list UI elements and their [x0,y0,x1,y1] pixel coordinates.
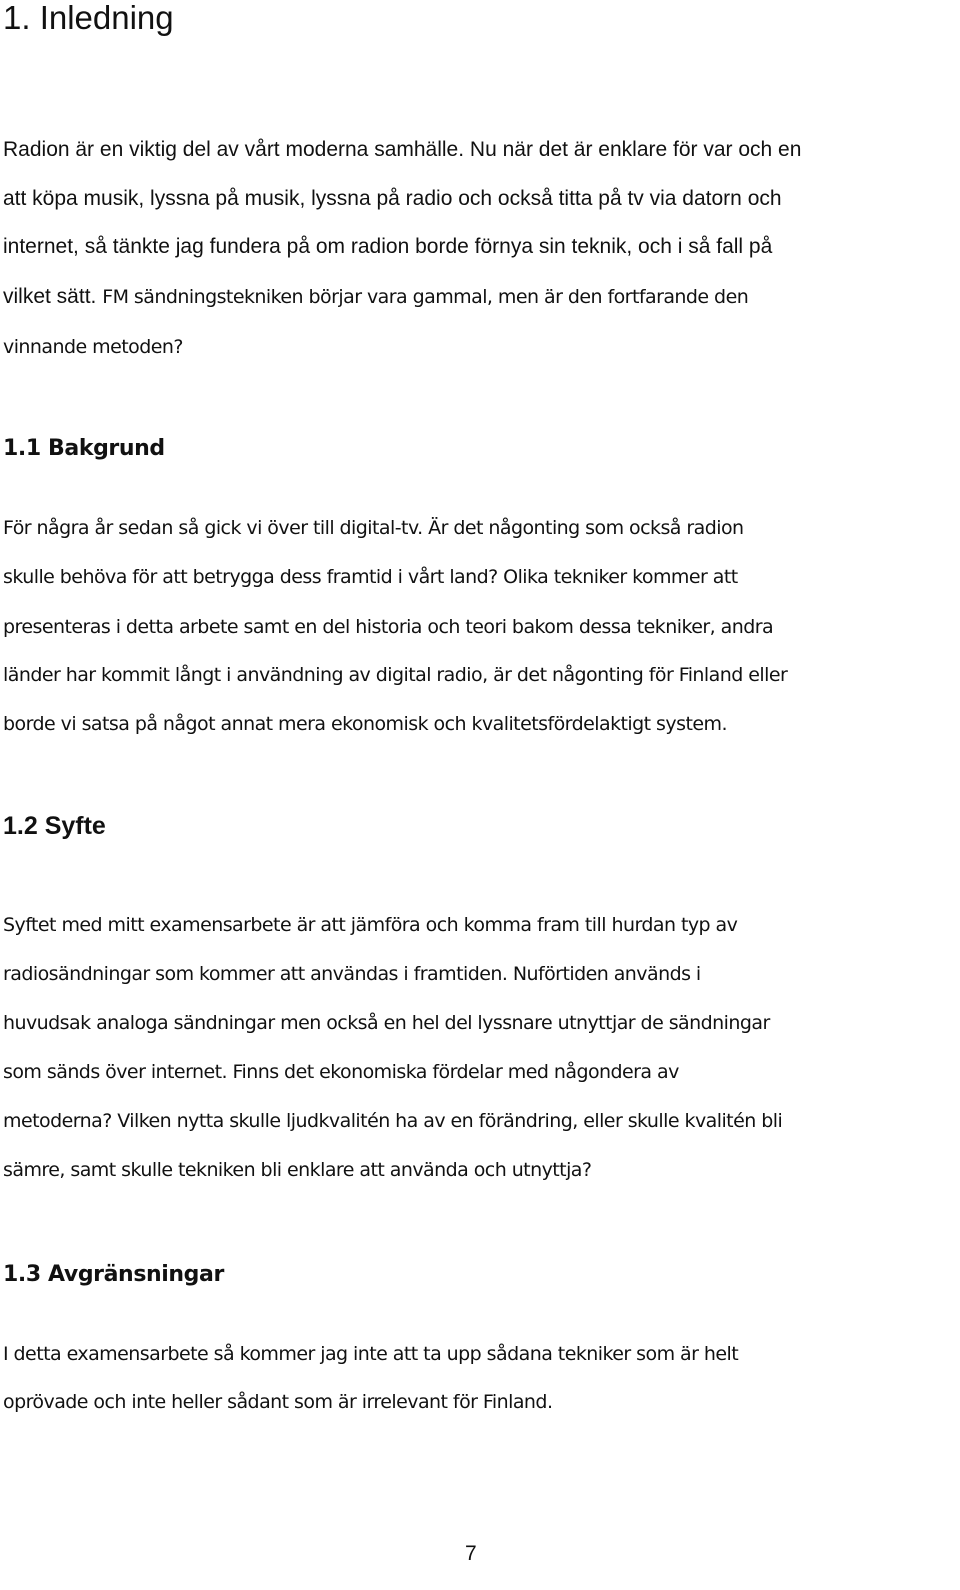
paragraph-line: Syftet med mitt examensarbete är att jämföra och komma fram till hurdan typ av [3,914,738,936]
paragraph-line: borde vi satsa på något annat mera ekonomisk och kvalitetsfördelaktigt system. [3,713,727,735]
page-number: 7 [465,1542,477,1565]
section-heading-syfte: 1.2 Syfte [3,812,106,840]
intro-line: vinnande metoden? [3,336,183,358]
paragraph-line: som sänds över internet. Finns det ekonomiska fördelar med någondera av [3,1061,679,1083]
paragraph-line: oprövade och inte heller sådant som är irrelevant för Finland. [3,1391,553,1413]
section-heading-avgransningar: 1.3 Avgränsningar [3,1262,224,1287]
paragraph-line: sämre, samt skulle tekniken bli enklare att använda och utnyttja? [3,1159,592,1181]
intro-line-part: FM sändningstekniken börjar vara gammal, men är den fortfarande den [102,286,749,308]
intro-line: att köpa musik, lyssna på musik, lyssna på radio och också titta på tv via datorn och [3,187,782,210]
paragraph-line: radiosändningar som kommer att användas i framtiden. Nuförtiden används i [3,963,701,985]
paragraph-line: länder har kommit långt i användning av digital radio, är det någonting för Finland eller [3,664,788,686]
paragraph-line: huvudsak analoga sändningar men också en hel del lyssnare utnyttjar de sändningar [3,1012,770,1034]
chapter-heading: 1. Inledning [3,0,174,36]
paragraph-line: I detta examensarbete så kommer jag inte att ta upp sådana tekniker som är helt [3,1343,739,1365]
paragraph-line: metoderna? Vilken nytta skulle ljudkvalitén ha av en förändring, eller skulle kvalitén bli [3,1110,783,1132]
intro-line-mixed [3,283,748,311]
paragraph-line: skulle behöva för att betrygga dess framtid i vårt land? Olika tekniker kommer att [3,566,738,588]
intro-line: Radion är en viktig del av vårt moderna samhälle. Nu när det är enklare för var och en [3,138,802,161]
intro-line: internet, så tänkte jag fundera på om radion borde förnya sin teknik, och i så fall på [3,235,773,258]
paragraph-line: presenteras i detta arbete samt en del historia och teori bakom dessa tekniker, andra [3,616,774,638]
section-heading-bakgrund: 1.1 Bakgrund [3,436,165,461]
intro-line-part: vilket sätt. [3,285,103,308]
paragraph-line: För några år sedan så gick vi över till digital-tv. Är det någonting som också radion [3,517,744,539]
